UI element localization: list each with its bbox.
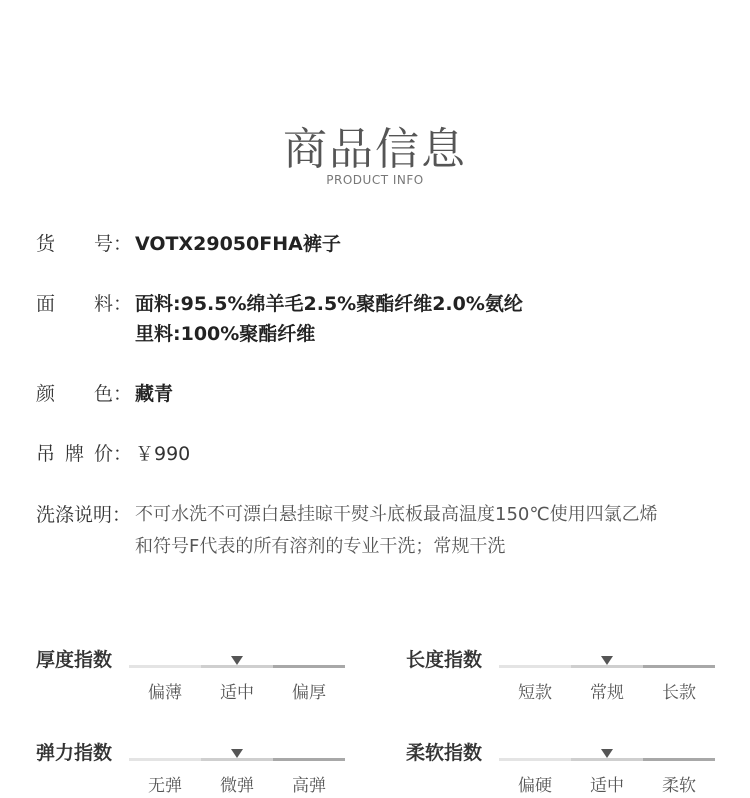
elasticity-index-title: 弹力指数 (36, 742, 113, 764)
thickness-bar-2 (201, 665, 273, 668)
price-label: 吊 牌 价： (36, 443, 133, 465)
elasticity-bar-2 (201, 758, 273, 761)
thickness-option: 偏厚 (292, 683, 326, 703)
thickness-option: 偏薄 (148, 683, 182, 703)
care-line-1: 不可水洗不可漂白悬挂晾干熨斗底板最高温度150℃使用四氯乙烯 (135, 504, 658, 525)
care-label: 洗涤说明： (36, 504, 132, 526)
softness-option: 偏硬 (518, 776, 552, 796)
length-marker-icon (601, 656, 613, 665)
thickness-marker-icon (231, 656, 243, 665)
thickness-bar-3 (273, 665, 345, 668)
sku-value: VOTX29050FHA裤子 (135, 233, 341, 255)
softness-marker-icon (601, 749, 613, 758)
color-label: 颜 色： (36, 383, 133, 405)
length-option: 常规 (590, 683, 624, 703)
price-value: ￥990 (135, 443, 191, 465)
care-value (135, 499, 658, 563)
color-value: 藏青 (135, 383, 174, 405)
elasticity-option: 高弹 (292, 776, 326, 796)
softness-bar-3 (643, 758, 715, 761)
length-option: 长款 (662, 683, 696, 703)
softness-index (406, 738, 736, 798)
fabric-value (135, 289, 523, 349)
elasticity-bar-3 (273, 758, 345, 761)
softness-option: 适中 (590, 776, 624, 796)
elasticity-option: 微弹 (220, 776, 254, 796)
fabric-line-outer: 面料:95.5%绵羊毛2.5%聚酯纤维2.0%氨纶 (135, 293, 523, 315)
thickness-index (36, 645, 366, 705)
length-bar-3 (643, 665, 715, 668)
sku-label: 货 号： (36, 233, 133, 255)
elasticity-index (36, 738, 366, 798)
softness-bar-1 (499, 758, 571, 761)
length-bar-2 (571, 665, 643, 668)
length-option: 短款 (518, 683, 552, 703)
care-line-2: 和符号F代表的所有溶剂的专业干洗；常规干洗 (135, 536, 506, 557)
softness-index-title: 柔软指数 (406, 742, 483, 764)
length-bar-1 (499, 665, 571, 668)
thickness-bar-1 (129, 665, 201, 668)
page-subtitle: PRODUCT INFO (326, 173, 424, 187)
fabric-line-lining: 里料:100%聚酯纤维 (135, 323, 316, 345)
page-title: 商品信息 (283, 124, 467, 175)
softness-option: 柔软 (662, 776, 696, 796)
elasticity-marker-icon (231, 749, 243, 758)
softness-bar-2 (571, 758, 643, 761)
elasticity-option: 无弹 (148, 776, 182, 796)
fabric-label: 面 料： (36, 293, 133, 315)
thickness-option: 适中 (220, 683, 254, 703)
length-index-title: 长度指数 (406, 649, 483, 671)
length-index (406, 645, 736, 705)
elasticity-bar-1 (129, 758, 201, 761)
thickness-index-title: 厚度指数 (36, 649, 113, 671)
